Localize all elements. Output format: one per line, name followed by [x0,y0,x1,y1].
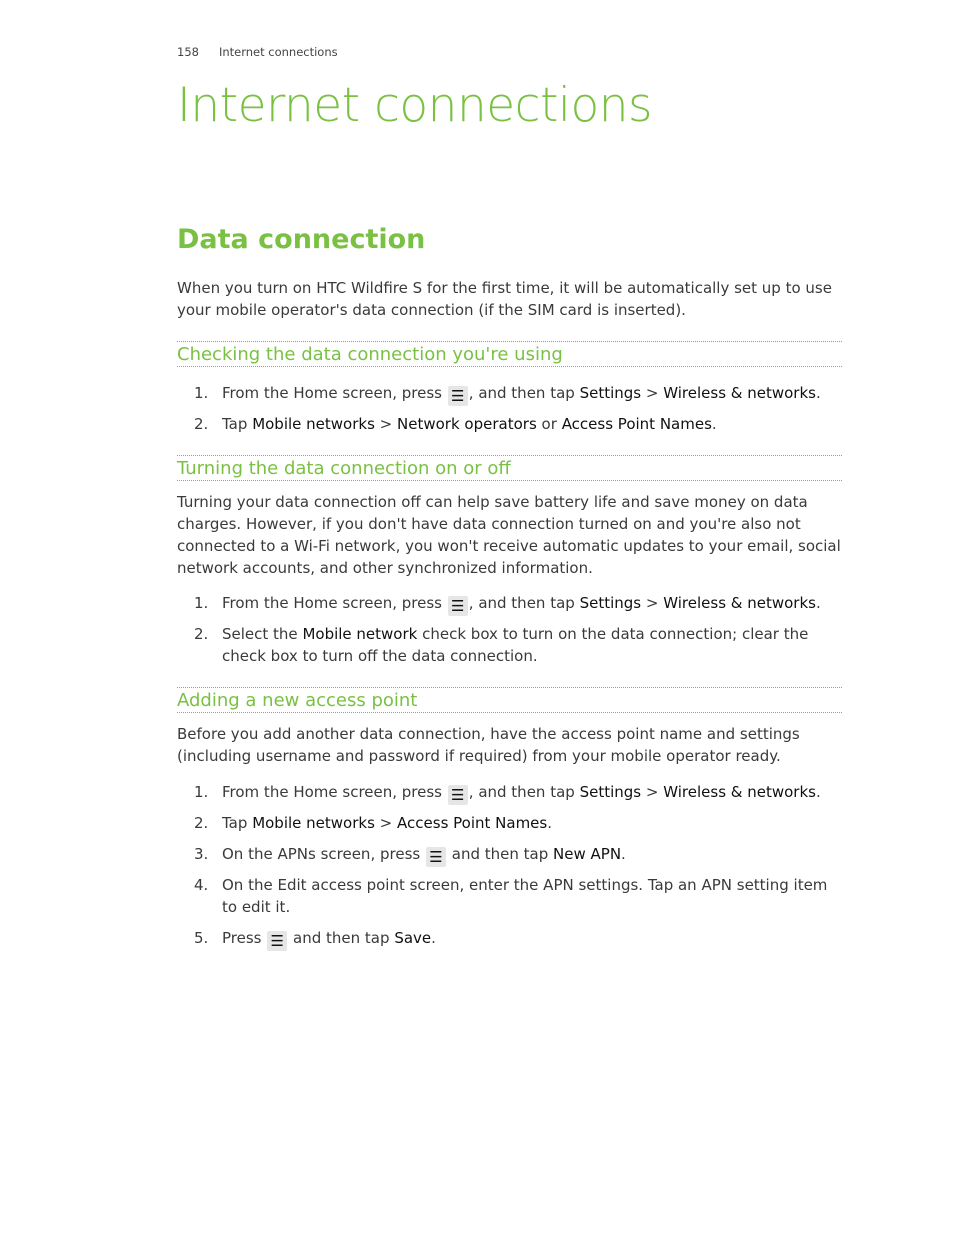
subheading-apn-text: Adding a new access point [177,690,418,711]
subheading-toggle [177,455,842,481]
menu-icon: ☰ [448,386,468,406]
subheading-checking-text: Checking the data connection you're using [177,344,563,365]
toggle-paragraph: Turning your data connection off can help save battery life and save money on data charges. However, if you don't have data connection turned on and you're also not connected to a Wi-Fi network, you won't receive automatic updates to your email, social network accounts, and other synchronized information. [177,493,841,577]
menu-icon: ☰ [448,785,468,805]
subheading-checking [177,341,842,367]
running-title: Internet connections [218,45,338,59]
menu-icon: ☰ [448,596,468,616]
subheading-toggle-text: Turning the data connection on or off [177,458,511,479]
menu-icon: ☰ [426,847,446,867]
subheading-apn [177,687,842,713]
chapter-title: Internet connections [177,78,653,133]
intro-paragraph: When you turn on HTC Wildfire S for the first time, it will be automatically set up to use your mobile operator's data connection (if the SIM card is inserted). [177,279,832,319]
apn-paragraph: Before you add another data connection, have the access point name and settings (including username and password if required) from your mobile operator ready. [177,725,800,765]
running-header [177,45,338,59]
section-title: Data connection [177,224,426,255]
page-number: 158 [177,45,199,59]
menu-icon: ☰ [267,931,287,951]
